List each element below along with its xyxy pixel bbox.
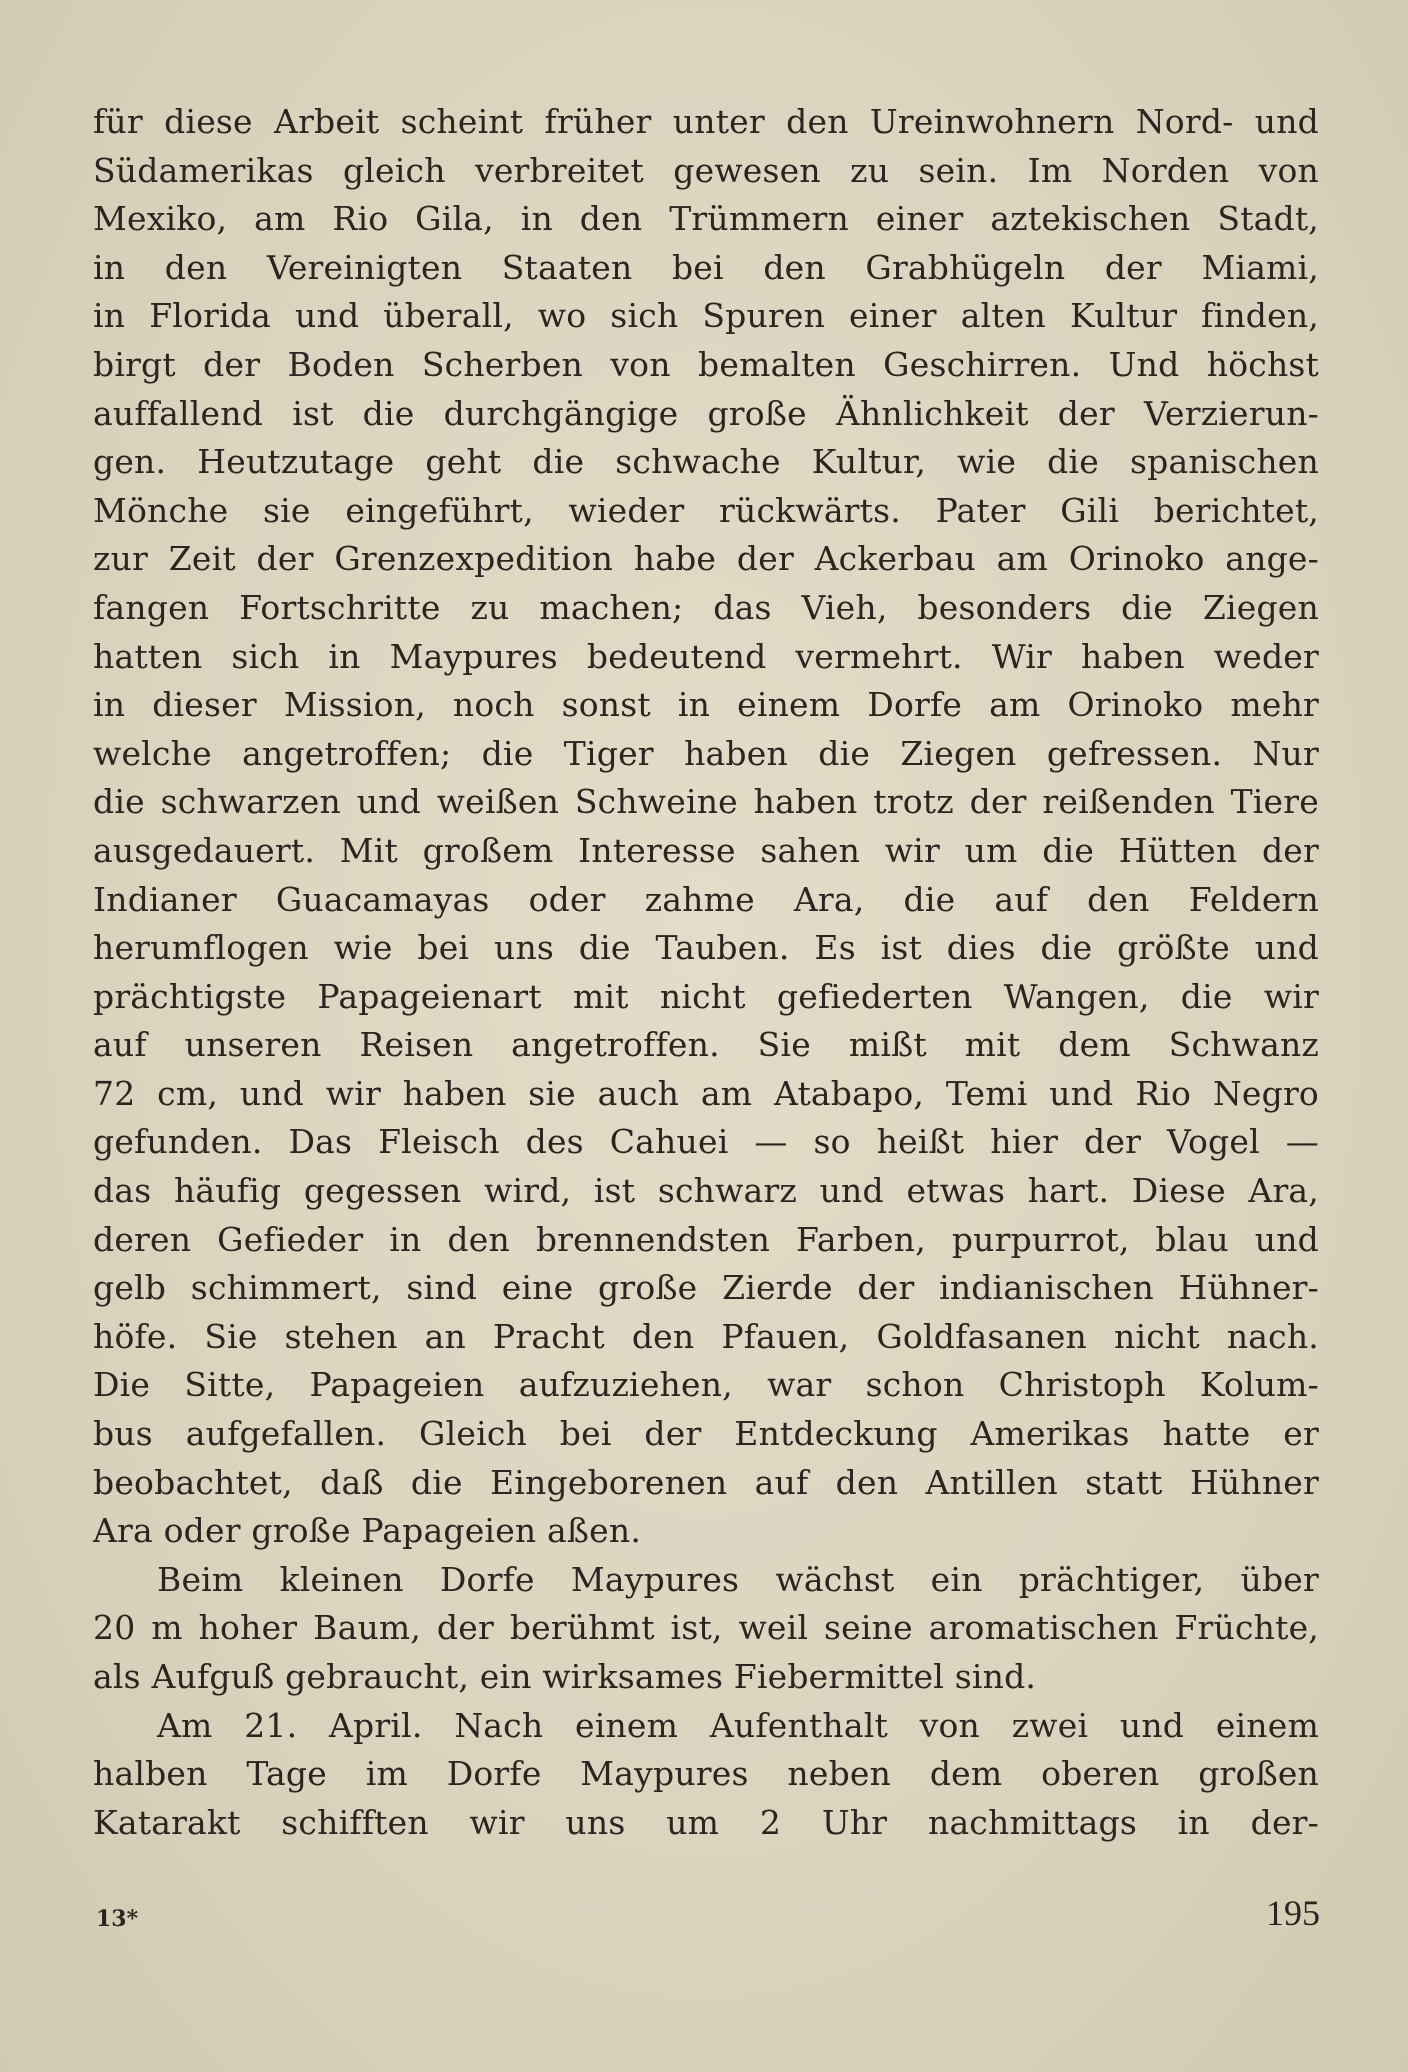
text-line: in den Vereinigten Staaten bei den Grabhügeln der Miami,	[93, 247, 1319, 287]
text-line: Die Sitte, Papageien aufzuziehen, war schon Christoph Kolum-	[93, 1365, 1319, 1405]
text-line: Mönche sie eingeführt, wieder rückwärts. Pater Gili berichtet,	[93, 490, 1319, 530]
text-line: Indianer Guacamayas oder zahme Ara, die auf den Feldern	[93, 879, 1319, 919]
text-line: gelb schimmert, sind eine große Zierde der indianischen Hühner-	[93, 1268, 1319, 1308]
text-line: höfe. Sie stehen an Pracht den Pfauen, Goldfasanen nicht nach.	[93, 1316, 1319, 1356]
text-line: 20 m hoher Baum, der berühmt ist, weil seine aromatischen Früchte,	[93, 1608, 1319, 1648]
page-number: 195	[1266, 1893, 1320, 1933]
paragraph-end-line: als Aufguß gebraucht, ein wirksames Fiebermittel sind.	[93, 1657, 1037, 1696]
text-line: halben Tage im Dorfe Maypures neben dem oberen großen	[93, 1754, 1319, 1794]
text-line: das häufig gegessen wird, ist schwarz und etwas hart. Diese Ara,	[93, 1171, 1319, 1211]
paragraph-start-line: Am 21. April. Nach einem Aufenthalt von zwei und einem	[157, 1705, 1319, 1745]
text-line: zur Zeit der Grenzexpedition habe der Ackerbau am Orinoko ange-	[93, 539, 1319, 579]
text-line: Südamerikas gleich verbreitet gewesen zu sein. Im Norden von	[93, 150, 1319, 190]
text-line: gen. Heutzutage geht die schwache Kultur, wie die spanischen	[93, 442, 1319, 482]
text-line: deren Gefieder in den brennendsten Farben, purpurrot, blau und	[93, 1219, 1319, 1259]
text-line: Katarakt schifften wir uns um 2 Uhr nachmittags in der-	[93, 1802, 1319, 1842]
text-line: welche angetroffen; die Tiger haben die Ziegen gefressen. Nur	[93, 733, 1319, 773]
text-line: hatten sich in Maypures bedeutend vermehrt. Wir haben weder	[93, 636, 1319, 676]
text-line: herumflogen wie bei uns die Tauben. Es ist dies die größte und	[93, 928, 1319, 968]
page-body-text	[93, 98, 1319, 1847]
text-line: gefunden. Das Fleisch des Cahuei — so heißt hier der Vogel —	[93, 1122, 1319, 1162]
text-line: für diese Arbeit scheint früher unter den Ureinwohnern Nord- und	[93, 102, 1319, 141]
text-line: auffallend ist die durchgängige große Ähnlichkeit der Verzierun-	[93, 393, 1319, 433]
text-line: birgt der Boden Scherben von bemalten Geschirren. Und höchst	[93, 344, 1319, 384]
paragraph-end-line: Ara oder große Papageien aßen.	[93, 1511, 642, 1551]
text-line: die schwarzen und weißen Schweine haben trotz der reißenden Tiere	[93, 782, 1319, 822]
text-line: prächtigste Papageienart mit nicht gefiederten Wangen, die wir	[93, 976, 1319, 1016]
text-line: 72 cm, und wir haben sie auch am Atabapo, Temi und Rio Negro	[93, 1073, 1319, 1113]
text-line: in dieser Mission, noch sonst in einem Dorfe am Orinoko mehr	[93, 685, 1319, 725]
text-line: fangen Fortschritte zu machen; das Vieh, besonders die Ziegen	[93, 587, 1319, 627]
text-line: bus aufgefallen. Gleich bei der Entdeckung Amerikas hatte er	[93, 1414, 1319, 1454]
paragraph-start-line: Beim kleinen Dorfe Maypures wächst ein prächtiger, über	[157, 1559, 1319, 1599]
text-line: beobachtet, daß die Eingeborenen auf den Antillen statt Hühner	[93, 1462, 1319, 1502]
text-line: in Florida und überall, wo sich Spuren einer alten Kultur finden,	[93, 296, 1319, 336]
text-line: ausgedauert. Mit großem Interesse sahen wir um die Hütten der	[93, 830, 1319, 870]
text-line: auf unseren Reisen angetroffen. Sie mißt mit dem Schwanz	[93, 1025, 1319, 1065]
text-line: Mexiko, am Rio Gila, in den Trümmern einer aztekischen Stadt,	[93, 199, 1319, 239]
sheet-signature: 13*	[96, 1906, 139, 1932]
